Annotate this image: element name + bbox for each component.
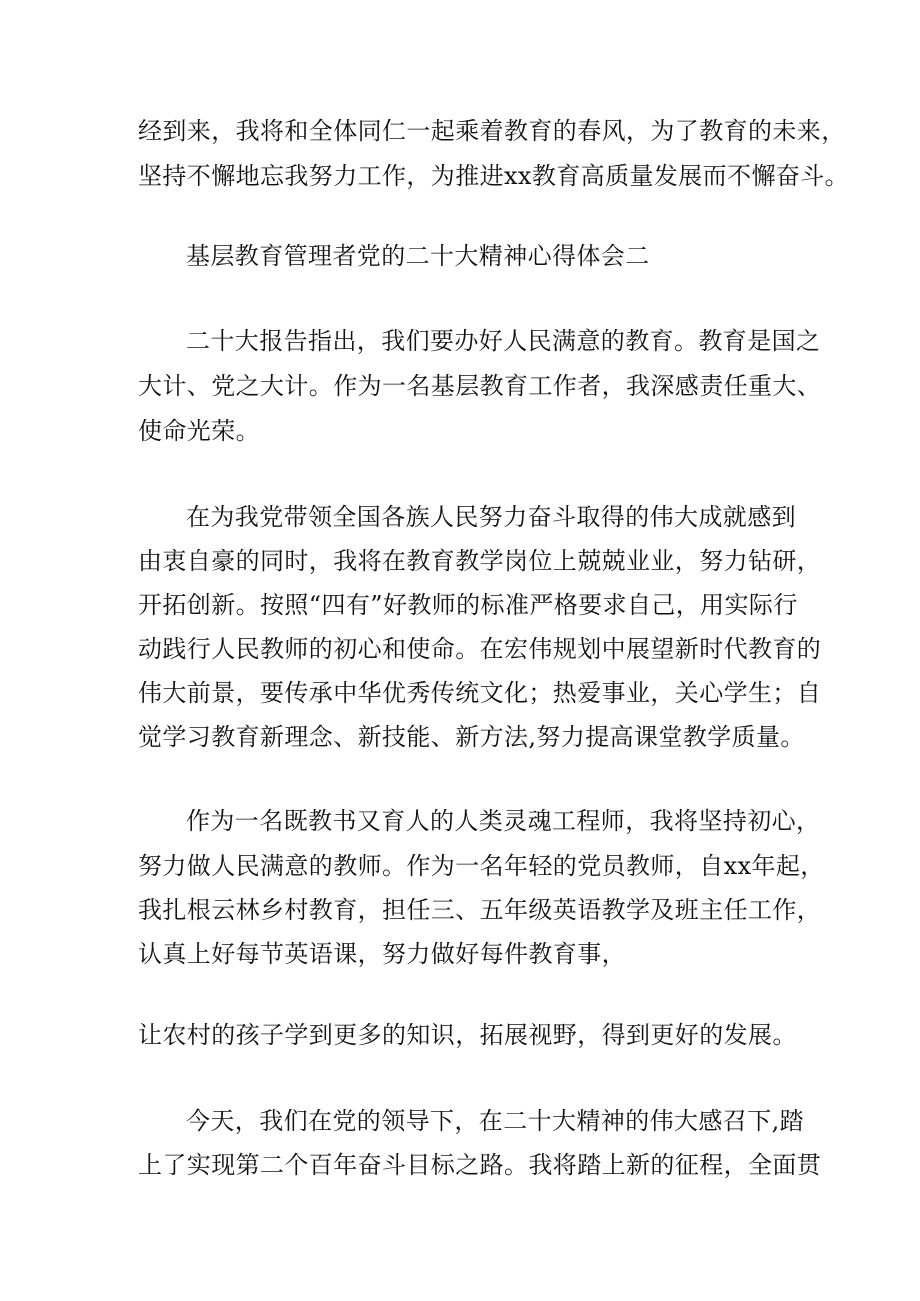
text-line: 觉学习教育新理念、新技能、新方法,努力提高课堂教学质量。: [138, 723, 805, 751]
text-line: 坚持不懈地忘我努力工作，为推进xx教育高质量发展而不懈奋斗。: [138, 162, 850, 190]
text-line: 经到来，我将和全体同仁一起乘着教育的春风，为了教育的未来，: [138, 117, 846, 145]
text-line: 作为一名既教书又育人的人类灵魂工程师，我将坚持初心，: [186, 807, 821, 835]
text-line: 大计、党之大计。作为一名基层教育工作者，我深感责任重大、: [138, 372, 822, 400]
text-line: 让农村的孩子学到更多的知识，拓展视野，得到更好的发展。: [138, 1021, 797, 1049]
text-line: 开拓创新。按照“四有”好教师的标准严格要求自己，用实际行: [138, 591, 798, 619]
text-line: 使命光荣。: [138, 417, 260, 445]
text-line: 动践行人民教师的初心和使命。在宏伟规划中展望新时代教育的: [138, 635, 822, 663]
text-line: 努力做人民满意的教师。作为一名年轻的党员教师，自xx年起，: [138, 852, 825, 880]
section-heading: 基层教育管理者党的二十大精神心得体会二: [186, 242, 650, 270]
text-line: 由衷自豪的同时，我将在教育教学岗位上兢兢业业，努力钻研，: [138, 547, 822, 575]
text-line: 上了实现第二个百年奋斗目标之路。我将踏上新的征程，全面贯: [138, 1151, 822, 1179]
text-line: 今天，我们在党的领导下，在二十大精神的伟大感召下,踏: [186, 1107, 805, 1135]
text-line: 在为我党带领全国各族人民努力奋斗取得的伟大成就感到: [186, 503, 796, 531]
text-line: 二十大报告指出，我们要办好人民满意的教育。教育是国之: [186, 327, 821, 355]
text-line: 认真上好每节英语课，努力做好每件教育事，: [138, 940, 626, 968]
text-line: 伟大前景，要传承中华优秀传统文化；热爱事业，关心学生；自: [138, 679, 822, 707]
text-line: 我扎根云林乡村教育，担任三、五年级英语教学及班主任工作，: [138, 896, 822, 924]
